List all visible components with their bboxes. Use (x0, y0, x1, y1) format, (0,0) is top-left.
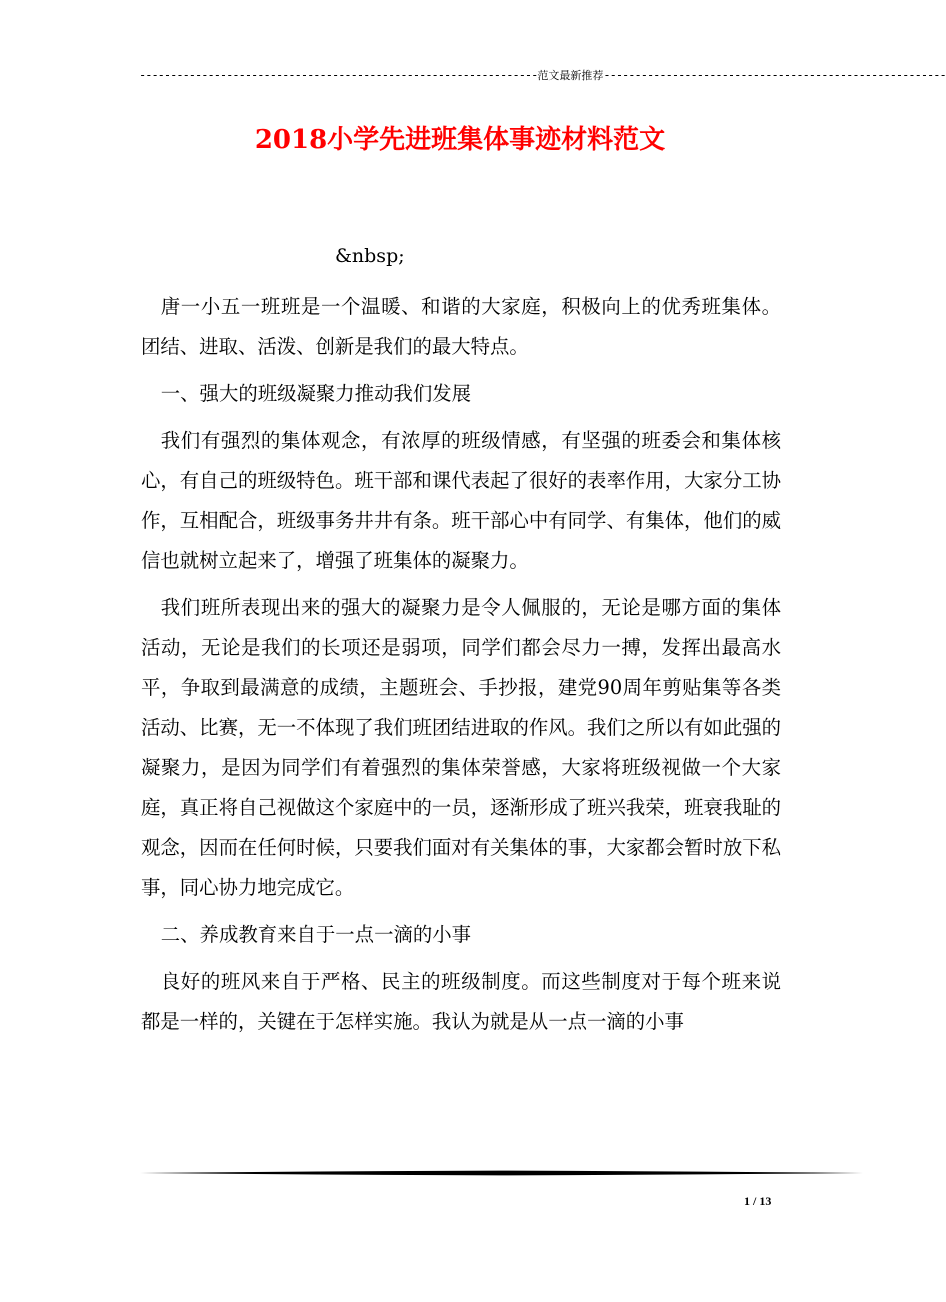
header-label: 范文最新推荐 (537, 69, 604, 82)
paragraph: 唐一小五一班班是一个温暖、和谐的大家庭，积极向上的优秀班集体。团结、进取、活泼、创新是我们的最大特点。 (141, 295, 781, 358)
page-number: 1 / 13 (744, 1194, 772, 1208)
document-body (141, 287, 781, 1042)
footer-rule (140, 1170, 863, 1176)
nbsp-text: &nbsp; (335, 245, 405, 267)
page-header (139, 66, 946, 85)
paragraph: 我们班所表现出来的强大的凝聚力是令人佩服的，无论是哪方面的集体活动，无论是我们的长项还是弱项，同学们都会尽力一搏，发挥出最高水平，争取到最满意的成绩，主题班会、手抄报，建党90周年剪贴集等各类活动、比赛，无一不体现了我们班团结进取的作风。我们之所以有如此强的凝聚力，是因为同学们有着强烈的集体荣誉感，大家将班级视做一个大家庭，真正将自己视做这个家庭中的一员，逐渐形成了班兴我荣，班衰我耻的观念，因而在任何时候，只要我们面对有关集体的事，大家都会暂时放下私事，同心协力地完成它。 (141, 596, 781, 899)
paragraph: 我们有强烈的集体观念，有浓厚的班级情感，有坚强的班委会和集体核心，有自己的班级特色。班干部和课代表起了很好的表率作用，大家分工协作，互相配合，班级事务井井有条。班干部心中有同学、有集体，他们的威信也就树立起来了，增强了班集体的凝聚力。 (141, 429, 781, 572)
header-right-dashes: ------------------------------------------------------- (603, 68, 946, 82)
header-left-dashes: ---------------------------------------------------------------- (139, 68, 538, 82)
section-heading: 二、养成教育来自于一点一滴的小事 (160, 923, 472, 946)
paragraph: 良好的班风来自于严格、民主的班级制度。而这些制度对于每个班来说都是一样的，关键在于怎样实施。我认为就是从一点一滴的小事 (141, 970, 781, 1033)
document-title: 2018小学先进班集体事迹材料范文 (254, 125, 666, 155)
section-heading: 一、强大的班级凝聚力推动我们发展 (160, 382, 472, 405)
